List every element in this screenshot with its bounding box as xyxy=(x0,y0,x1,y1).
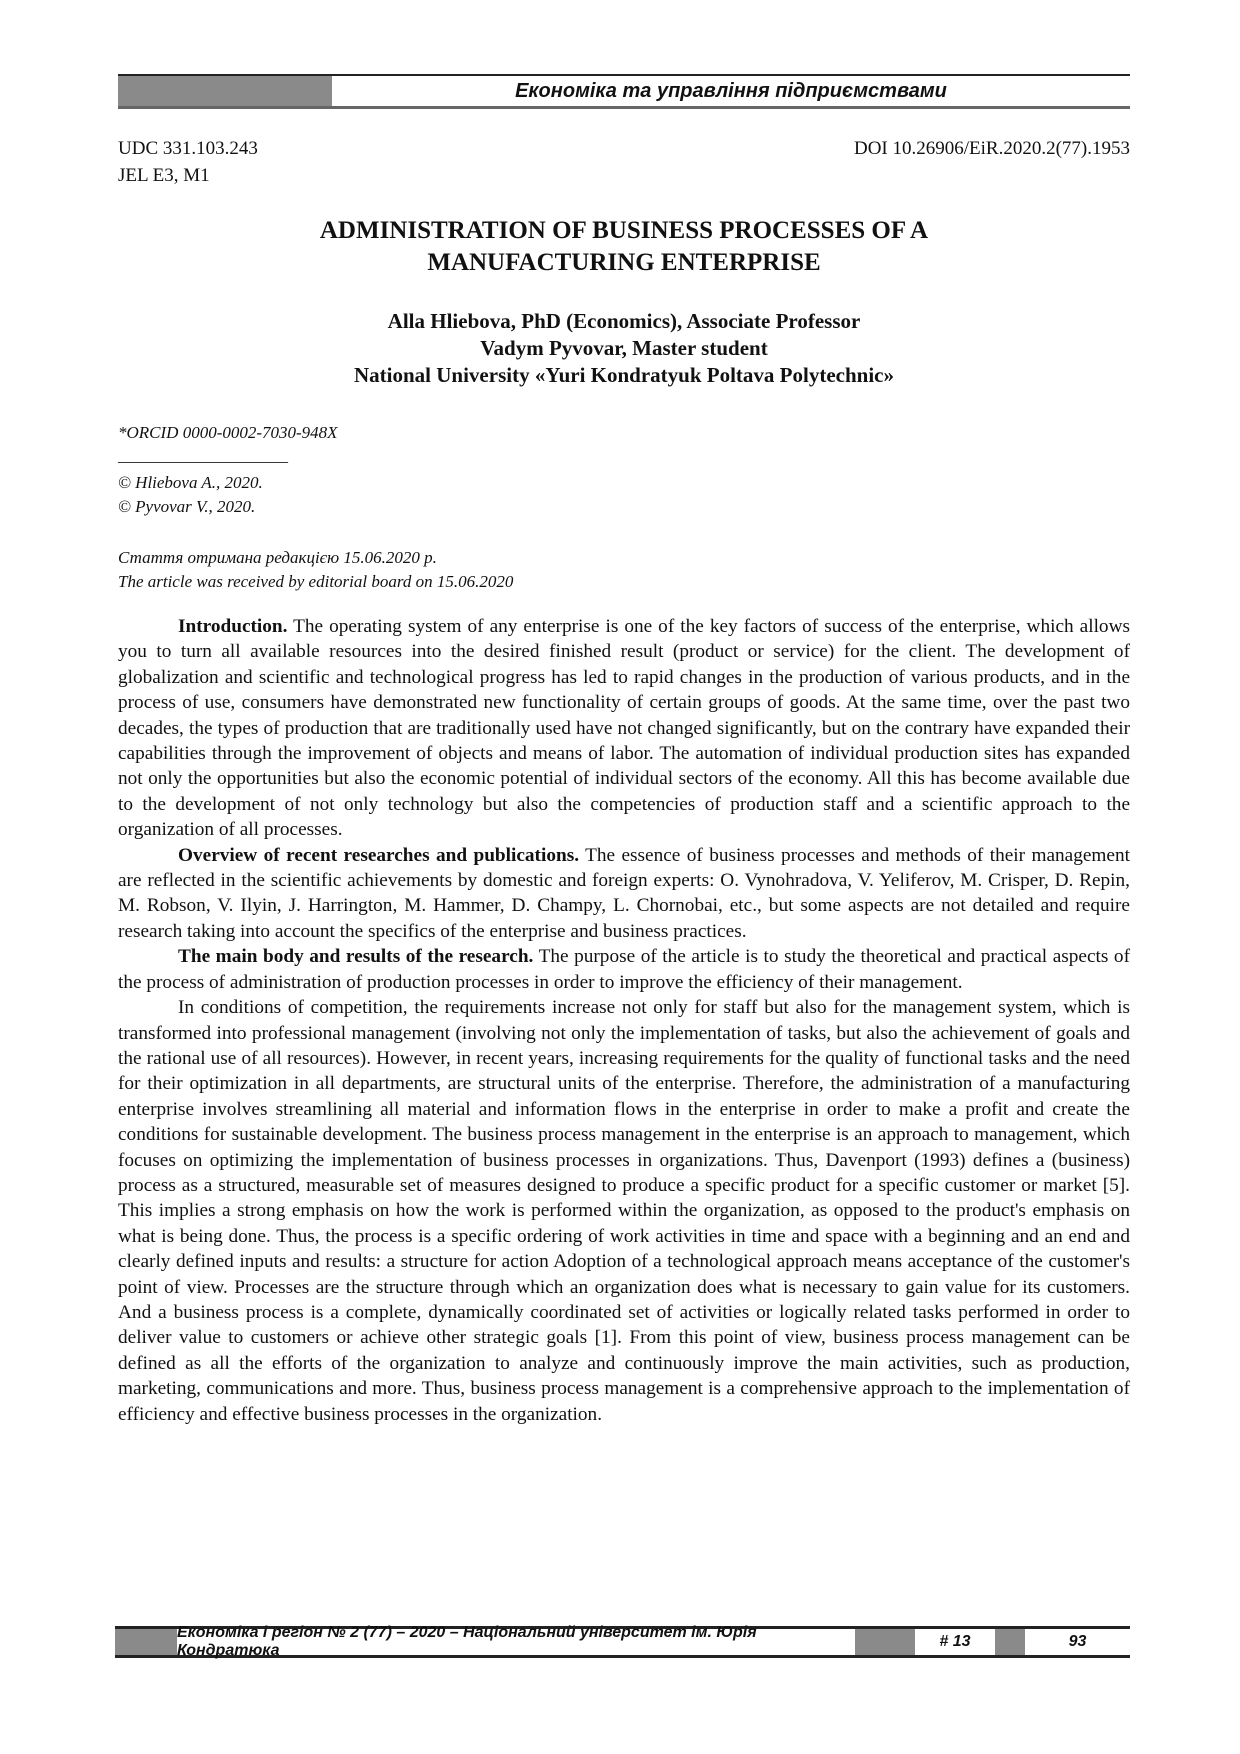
footer-issue: # 13 xyxy=(939,1633,971,1650)
received-en: The article was received by editorial board on 15.06.2020 xyxy=(118,572,514,591)
article-title xyxy=(118,215,1130,279)
footer-gray-block xyxy=(995,1629,1025,1655)
heading-introduction: Introduction. xyxy=(178,616,288,637)
article-metadata xyxy=(118,135,1130,189)
author-1: Alla Hliebova, PhD (Economics), Associate Professor xyxy=(387,309,861,333)
copyright-2: © Pyvovar V., 2020. xyxy=(118,497,256,516)
journal-section-title: Економіка та управління підприємствами xyxy=(515,79,947,102)
article-body xyxy=(118,614,1130,1427)
footer-journal: Економіка і регіон № 2 (77) – 2020 – Національний університет ім. Юрія Кондратюка xyxy=(177,1624,757,1659)
orcid: *ORCID 0000-0002-7030-948X xyxy=(118,423,338,442)
footer-gray-block xyxy=(855,1629,915,1655)
copyright-1: © Hliebova A., 2020. xyxy=(118,473,263,492)
text: The essence of business processes and methods of their management are reflected in the scientific achievements by domestic and foreign experts: O. Vynohradova, V. Yeliferov, M. Crisper, D. Repin, M. Robson, V. Ilyin, J. Harrington, M. Hammer, D. Champy, L. Chornobai, etc., but some aspects are not detailed and require research taking into account the specifics of the enterprise and business practices. xyxy=(118,844,1130,942)
title-line-2: MANUFACTURING ENTERPRISE xyxy=(427,249,821,276)
paragraph-competition: In conditions of competition, the requirements increase not only for staff but also for the management system, which is transformed into professional management (involving not only the implementation of tasks, but also the achievement of goals and the rational use of all resources). However, in recent years, increasing requirements for the quality of functional tasks and the need for their optimization in all departments, are structural units of the enterprise. Therefore, the administration of a manufacturing enterprise involves streamlining all material and information flows in the enterprise in order to make a profit and create the conditions for sustainable development. The business process management in the enterprise is an approach to management, which focuses on optimizing the implementation of business processes in organizations. Thus, Davenport (1993) defines a (business) process as a structured, measurable set of measures designed to produce a specific product for a specific customer or market [5]. This implies a strong emphasis on how the work is performed within the organization, as opposed to the product's emphasis on what is being done. Thus, the process is a specific ordering of work activities in time and space with a beginning and an end and clearly defined inputs and results: a structure for action Adoption of a technological approach means acceptance of the customer's point of view. Processes are the structure through which an organization does what is necessary to gain value for its customers. And a business process is a complete, dynamically coordinated set of activities or logically related tasks performed in order to deliver value to customers or achieve other strategic goals [1]. From this point of view, business process management can be defined as all the efforts of the organization to analyze and continuously improve the main activities, such as production, marketing, communications and more. Thus, business process management is a comprehensive approach to the implementation of efficiency and effective business processes in the organization. xyxy=(118,997,1130,1425)
text: The operating system of any enterprise is one of the key factors of success of the enterprise, which allows you to turn all available resources into the desired finished result (product or service) for the client. The development of globalization and scientific and technological progress has led to rapid changes in the production of various products, and in the process of use, consumers have demonstrated new functionality of certain groups of goods. At the same time, over the past two decades, the types of production that are traditionally used have not changed significantly, but on the contrary have expanded their capabilities through the improvement of objects and means of labor. The automation of individual production sites has expanded not only the opportunities but also the economic potential of individual sectors of the economy. All this has become available due to the development of not only technology but also the competencies of production staff and a scientific approach to the organization of all processes. xyxy=(118,616,1130,841)
affiliation: National University «Yuri Kondratyuk Poltava Polytechnic» xyxy=(354,363,894,387)
udc-code: UDC 331.103.243 xyxy=(118,138,258,159)
footer-gray-block xyxy=(115,1629,177,1655)
footnote-rule: ____________________ xyxy=(118,446,288,465)
authors-block xyxy=(118,308,1130,389)
paragraph-introduction xyxy=(118,614,1130,843)
received-ua: Стаття отримана редакцією 15.06.2020 р. xyxy=(118,548,437,567)
header-gray-block xyxy=(118,76,332,106)
running-footer xyxy=(115,1626,1130,1658)
paragraph-main-body xyxy=(118,944,1130,995)
page-number: 93 xyxy=(1068,1633,1087,1650)
heading-main-body: The main body and results of the research. xyxy=(178,946,534,968)
heading-overview: Overview of recent researches and publications. xyxy=(178,844,580,866)
text: The purpose of the article is to study the theoretical and practical aspects of the process of administration of production processes in order to improve the efficiency of their management. xyxy=(118,946,1130,993)
title-line-1: ADMINISTRATION OF BUSINESS PROCESSES OF A xyxy=(319,217,929,244)
author-2: Vadym Pyvovar, Master student xyxy=(480,336,768,360)
paragraph-overview xyxy=(118,843,1130,945)
jel-code: JEL E3, M1 xyxy=(118,165,210,186)
doi: DOI 10.26906/EiR.2020.2(77).1953 xyxy=(853,138,1130,159)
running-header xyxy=(118,74,1130,109)
